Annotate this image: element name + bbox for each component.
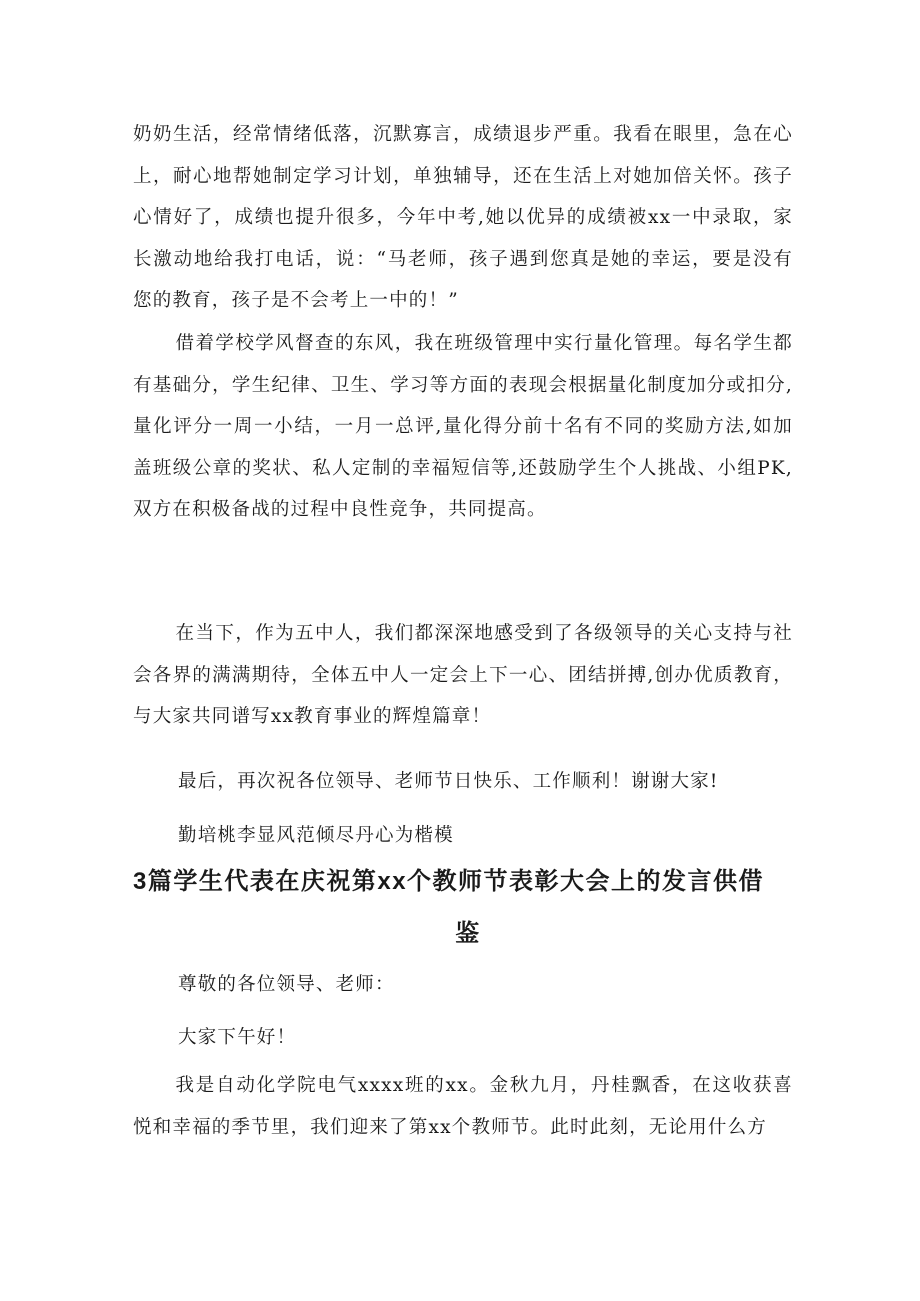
- greeting: 大家下午好！: [178, 1027, 297, 1048]
- section-heading-line-1: 3篇学生代表在庆祝第xx个教师节表彰大会上的发言供借: [133, 868, 765, 895]
- motto-line: 勤培桃李显风范倾尽丹心为楷模: [178, 824, 454, 845]
- section-heading: [133, 856, 793, 960]
- body-paragraph-2: 借着学校学风督查的东风，我在班级管理中实行量化管理。每名学生都有基础分，学生纪律、卫生、学习等方面的表现会根据量化制度加分或扣分,量化评分一周一小结，一月一总评,量化得分前十名有不同的奖励方法,如加盖班级公章的奖状、私人定制的幸福短信等,还鼓励学生个人挑战、小组PK,双方在积极备战的过程中良性竞争，共同提高。: [133, 333, 793, 520]
- body-paragraph-3: 在当下，作为五中人，我们都深深地感受到了各级领导的关心支持与社会各界的满满期待，全体五中人一定会上下一心、团结拼搏,创办优质教育，与大家共同谱写xx教育事业的辉煌篇章！: [133, 623, 793, 727]
- body-paragraph-4: 我是自动化学院电气xxxx班的xx。金秋九月，丹桂飘香，在这收获喜悦和幸福的季节里，我们迎来了第xx个教师节。此时此刻，无论用什么方: [133, 1075, 793, 1138]
- section-heading-line-2: 鉴: [455, 920, 481, 947]
- salutation: 尊敬的各位领导、老师：: [178, 974, 395, 995]
- body-paragraph-1: 奶奶生活，经常情绪低落，沉默寡言，成绩退步严重。我看在眼里，急在心上，耐心地帮她制定学习计划，单独辅导，还在生活上对她加倍关怀。孩子心情好了，成绩也提升很多，今年中考,她以优异的成绩被xx一中录取，家长激动地给我打电话，说：“马老师，孩子遇到您真是她的幸运，要是没有您的教育，孩子是不会考上一中的！”: [133, 124, 793, 311]
- closing-blessing: 最后，再次祝各位领导、老师节日快乐、工作顺利！谢谢大家!: [178, 771, 719, 792]
